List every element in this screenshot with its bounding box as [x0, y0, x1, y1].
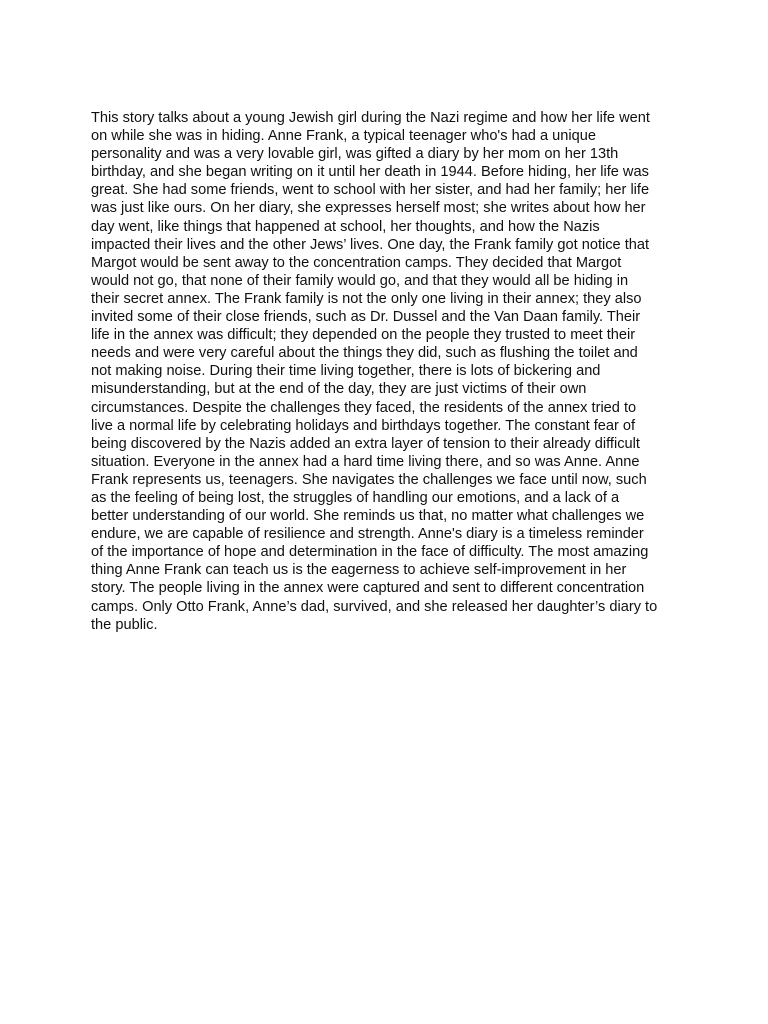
paragraph-line: not making noise. During their time living together, there is lots of bickering and	[91, 363, 601, 380]
paragraph-line: thing Anne Frank can teach us is the eagerness to achieve self-improvement in her	[91, 562, 627, 579]
paragraph-line: circumstances. Despite the challenges they faced, the residents of the annex tried to	[91, 399, 637, 416]
paragraph-line: the public.	[91, 616, 158, 633]
paragraph-line: would not go, that none of their family would go, and that they would all be hiding in	[91, 272, 629, 289]
paragraph-line: needs and were very careful about the things they did, such as flushing the toilet and	[91, 345, 638, 362]
paragraph-line: camps. Only Otto Frank, Anne’s dad, survived, and she released her daughter’s diary to	[91, 598, 658, 615]
paragraph-line: day went, like things that happened at school, her thoughts, and how the Nazis	[91, 218, 600, 235]
paragraph-line: Margot would be sent away to the concentration camps. They decided that Margot	[91, 254, 622, 271]
essay-paragraph	[91, 109, 691, 634]
paragraph-line: Frank represents us, teenagers. She navigates the challenges we face until now, such	[91, 471, 647, 488]
paragraph-line: was just like ours. On her diary, she expresses herself most; she writes about how her	[91, 200, 646, 217]
paragraph-line: situation. Everyone in the annex had a hard time living there, and so was Anne. Anne	[91, 453, 640, 470]
paragraph-line: impacted their lives and the other Jews’ lives. One day, the Frank family got notice that	[91, 236, 650, 253]
paragraph-line: their secret annex. The Frank family is not the only one living in their annex; they also	[91, 290, 642, 307]
paragraph-line: life in the annex was difficult; they depended on the people they trusted to meet their	[91, 327, 636, 344]
paragraph-line: birthday, and she began writing on it until her death in 1944. Before hiding, her life was	[91, 164, 649, 181]
paragraph-line: being discovered by the Nazis added an extra layer of tension to their already difficult	[91, 435, 640, 452]
paragraph-line: endure, we are capable of resilience and strength. Anne's diary is a timeless reminder	[91, 526, 644, 543]
paragraph-line: of the importance of hope and determination in the face of difficulty. The most amazing	[91, 544, 649, 561]
paragraph-line: story. The people living in the annex were captured and sent to different concentration	[91, 580, 645, 597]
paragraph-line: personality and was a very lovable girl, was gifted a diary by her mom on her 13th	[91, 146, 619, 163]
paragraph-line: misunderstanding, but at the end of the day, they are just victims of their own	[91, 381, 587, 398]
paragraph-line: on while she was in hiding. Anne Frank, a typical teenager who's had a unique	[91, 128, 596, 145]
paragraph-line: great. She had some friends, went to school with her sister, and had her family; her life	[91, 182, 650, 199]
paragraph-line: This story talks about a young Jewish girl during the Nazi regime and how her life went	[91, 110, 650, 126]
paragraph-line: live a normal life by celebrating holidays and birthdays together. The constant fear of	[91, 417, 636, 434]
paragraph-line: better understanding of our world. She reminds us that, no matter what challenges we	[91, 508, 645, 525]
paragraph-line: invited some of their close friends, such as Dr. Dussel and the Van Daan family. Their	[91, 309, 641, 326]
paragraph-line: as the feeling of being lost, the struggles of handling our emotions, and a lack of a	[91, 489, 620, 506]
